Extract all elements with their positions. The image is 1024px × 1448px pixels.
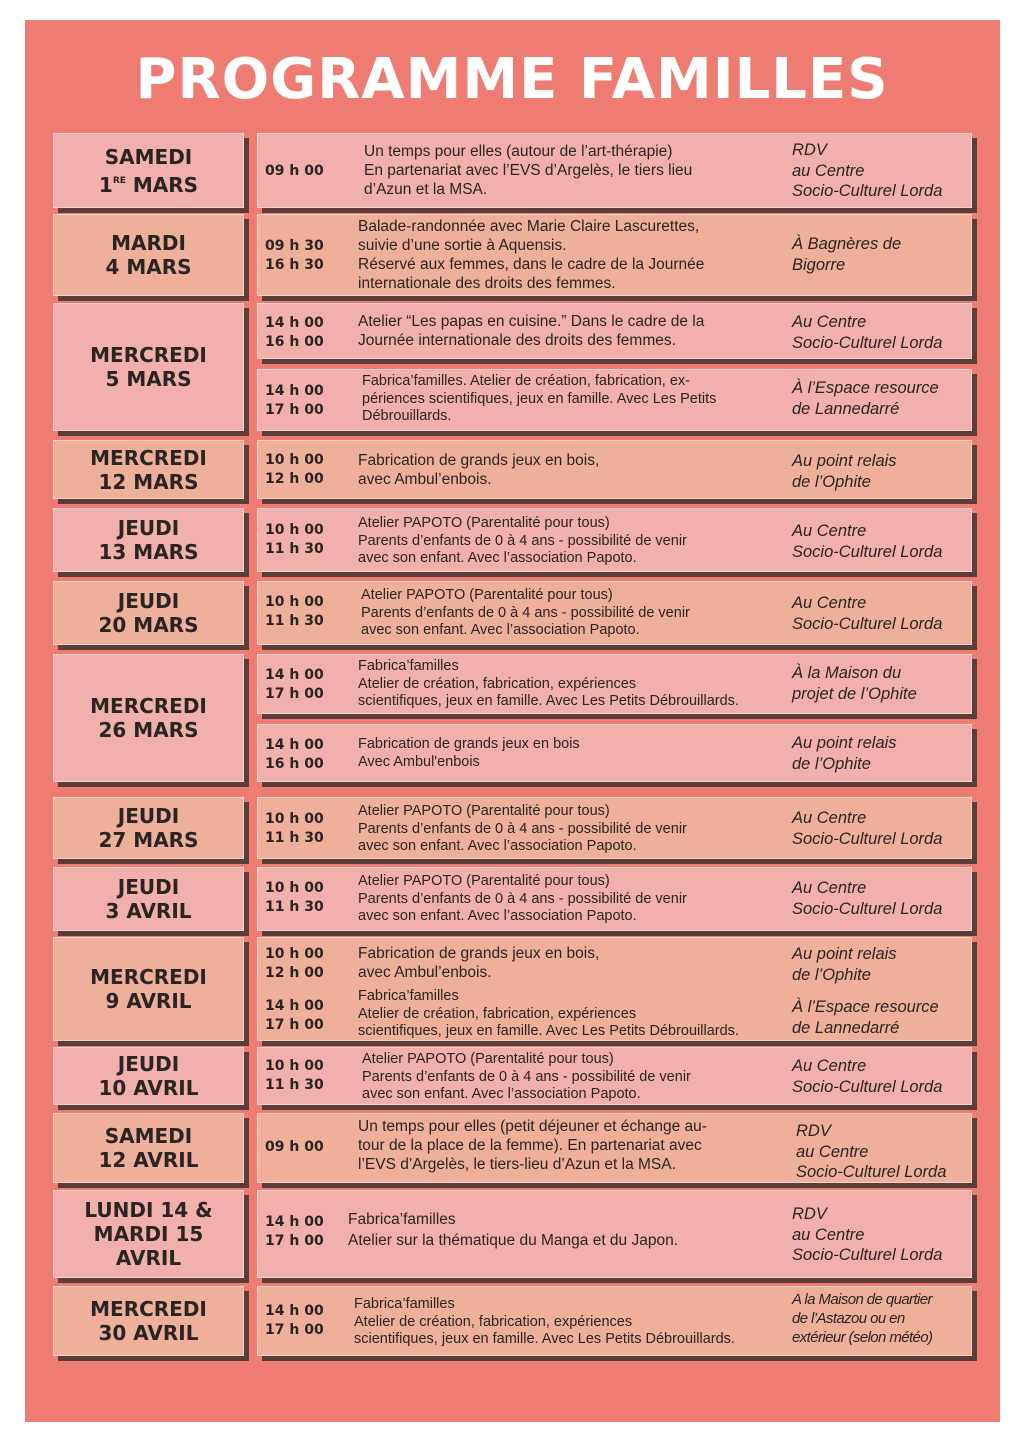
event-row [257,508,972,572]
event-location [792,1204,970,1266]
event-loc-line: Au point relais [792,945,897,963]
event-row [257,369,972,431]
event-start-time: 14 h 00 [265,383,324,399]
event-loc-line: Socio-Culturel Lorda [792,182,943,200]
day-label [53,1190,244,1278]
day-date: 5 MARS [105,367,192,391]
event-start-time: 09 h 00 [265,163,324,179]
event-loc-line: A la Maison de quartier [792,1291,932,1308]
event-end-time: 16 h 30 [265,257,324,273]
event-row [257,654,972,714]
event-loc-line: Au Centre [792,313,867,331]
event-start-time: 10 h 00 [265,1058,324,1074]
day-label [53,440,244,499]
event-loc-line: de l’Ophite [792,754,871,773]
event-desc-line: tour de la place de la femme). En partenariat avec [358,1137,702,1154]
event-location [792,733,970,774]
event-desc-line: Fabrica’familles. Atelier de création, fabrication, ex- [362,373,691,389]
event-end-time: 16 h 00 [265,334,324,350]
event-desc-line: Fabrica’familles [354,1296,455,1312]
day-label [53,1047,244,1105]
event-start-time: 14 h 00 [265,998,324,1014]
event-loc-line: Socio-Culturel Lorda [792,614,943,633]
day-label [53,214,244,296]
event-end-time: 16 h 00 [265,756,324,772]
day-name: MERCREDI [90,1297,207,1321]
event-desc-line: Un temps pour elles (autour de l’art-thérapie) [364,143,673,160]
event-desc-line: avec Ambul’enbois. [358,471,492,488]
day-name: MERCREDI [90,445,207,470]
day-label [53,1286,244,1356]
day-date: 12 MARS [98,469,199,494]
day-name: JEUDI [117,875,180,899]
event-times [265,237,345,275]
event-desc-line: Fabrica’familles [348,1211,456,1228]
event-times [265,666,345,704]
day-date: 3 AVRIL [105,899,192,923]
day-name: JEUDI [117,804,180,828]
event-desc-line: Avec Ambul'enbois [358,753,480,770]
event-desc-line: scientifiques, jeux en famille. Avec Les Petits Débrouillards. [358,1023,739,1039]
event-row [257,1286,972,1356]
event-times [265,997,345,1035]
event-times [265,736,345,774]
event-loc-line: RDV [792,1205,827,1223]
event-description [358,736,788,771]
event-loc-line: À l’Espace resource [792,998,939,1016]
event-desc-line: En partenariat avec l’EVS d’Argelès, le tiers lieu [364,162,693,179]
event-desc-line: scientifiques, jeux en famille. Avec Les Petits Débrouillards. [354,1331,735,1347]
event-loc-line: de Lannedarré [792,1018,900,1037]
day-label [53,508,244,572]
day-date: 26 MARS [98,718,199,742]
event-desc-line: Réservé aux femmes, dans le cadre de la Journée [358,256,705,273]
event-end-time: 17 h 00 [265,686,324,702]
event-description [358,451,788,489]
day-label [53,797,244,859]
event-description [358,944,788,982]
event-location [792,521,970,562]
event-end-time: 17 h 00 [265,1017,324,1033]
event-desc-line: d’Azun et la MSA. [364,181,488,198]
event-loc-line: Au Centre [792,879,867,897]
event-desc-line: Atelier PAPOTO (Parentalité pour tous) [358,803,610,819]
event-times [265,382,345,420]
event-description [362,1051,792,1104]
event-row [257,1047,972,1105]
event-start-time: 10 h 00 [265,522,324,538]
event-loc-line: au Centre [792,1225,865,1244]
event-location [792,663,970,704]
event-description [358,1117,788,1174]
event-start-time: 14 h 00 [265,1303,324,1319]
day-date: 9 AVRIL [105,989,192,1013]
event-end-time: 11 h 30 [265,899,324,915]
page-title: PROGRAMME FAMILLES [135,47,889,112]
event-desc-line: Atelier PAPOTO (Parentalité pour tous) [361,587,613,603]
event-row [257,303,972,359]
event-desc-line: Journée internationale des droits des femmes. [358,332,676,349]
event-start-time: 10 h 00 [265,594,324,610]
event-end-time: 11 h 30 [265,541,324,557]
event-loc-line: de Lannedarré [792,399,900,418]
day-date: 12 AVRIL [98,1148,199,1172]
event-end-time: 12 h 00 [265,471,324,487]
day-label [53,654,244,782]
event-loc-line: de l’Astazou ou en [792,1310,905,1327]
day-date: 13 MARS [98,540,199,564]
event-loc-line: Socio-Culturel Lorda [792,829,943,848]
day-label [53,303,244,431]
event-desc-line: avec son enfant. Avec l’association Papoto. [361,622,640,638]
event-times [265,162,345,181]
event-desc-line: Atelier PAPOTO (Parentalité pour tous) [358,515,610,531]
event-loc-line: Socio-Culturel Lorda [792,542,943,561]
event-description [358,873,788,926]
event-desc-line: avec son enfant. Avec l’association Papoto. [358,908,637,924]
event-times [265,314,345,352]
event-loc-line: Socio-Culturel Lorda [792,899,943,918]
event-end-time: 11 h 30 [265,613,324,629]
day-date: 27 MARS [98,828,199,852]
event-location [792,808,970,849]
event-loc-line: Socio-Culturel Lorda [792,1077,943,1096]
event-description [358,515,788,568]
event-loc-line: Au Centre [792,1057,867,1075]
day-date [99,169,198,197]
event-description [348,1210,778,1250]
event-loc-line: RDV [796,1122,831,1140]
event-loc-line: À Bagnères de [792,235,902,253]
day-name: MERCREDI [90,694,207,718]
event-loc-line: Bigorre [792,255,846,274]
event-loc-line: au Centre [792,161,865,180]
day-name: JEUDI [117,1052,180,1076]
event-desc-line: Parents d’enfants de 0 à 4 ans - possibilité de venir [358,532,687,549]
event-desc-line: Fabrica’familles [358,658,459,674]
event-end-time: 17 h 00 [265,402,324,418]
event-row [257,797,972,859]
day-name: MERCREDI [90,343,207,367]
event-desc-line: Atelier de création, fabrication, expériences [358,675,637,692]
day-name: MERCREDI [90,965,207,989]
event-location [792,140,970,202]
event-desc-line: Parents d’enfants de 0 à 4 ans - possibilité de venir [362,1068,691,1085]
event-location [792,451,970,492]
event-desc-line: Atelier de création, fabrication, expériences [358,1005,637,1022]
event-row [257,133,972,208]
event-row [257,214,972,296]
day-date: 4 MARS [105,255,192,279]
event-loc-line: Socio-Culturel Lorda [792,1246,943,1264]
event-row [257,1190,972,1278]
event-location [792,312,970,353]
event-desc-line: Parents d’enfants de 0 à 4 ans - possibilité de venir [361,604,690,621]
event-desc-line: Atelier de création, fabrication, expériences [354,1313,633,1330]
day-label [53,867,244,931]
event-location [792,378,970,419]
event-times [265,521,345,559]
day-name: LUNDI 14 & [84,1198,213,1222]
event-desc-line: avec Ambul’enbois. [358,964,492,981]
event-location [792,234,970,275]
event-row [257,1113,972,1183]
event-desc-line: Fabrication de grands jeux en bois, [358,945,600,962]
event-times [265,879,345,917]
event-loc-line: À l’Espace resource [792,379,939,397]
event-description [358,803,788,856]
day-date: 20 MARS [98,613,199,637]
event-desc-line: avec son enfant. Avec l’association Papoto. [358,550,637,566]
event-end-time: 11 h 30 [265,830,324,846]
event-desc-line: Fabrication de grands jeux en bois [358,736,580,752]
event-times [265,1138,345,1157]
event-loc-line: extérieur (selon météo) [792,1329,933,1346]
day-date: 30 AVRIL [98,1321,199,1345]
event-desc-line: suivie d’une sortie à Aquensis. [358,237,567,254]
event-desc-line: périences scientifiques, jeux en famille. Avec Les Petits [362,390,717,407]
event-loc-line: au Centre [796,1142,869,1161]
event-start-time: 14 h 00 [265,667,324,683]
day-label [53,133,244,208]
event-loc-line: Au point relais [792,734,897,752]
event-times [265,810,345,848]
event-start-time: 10 h 00 [265,452,324,468]
event-end-time: 11 h 30 [265,1077,324,1093]
event-times [265,451,345,489]
day-label [53,581,244,645]
event-loc-line: À la Maison du [792,664,902,682]
event-start-time: 09 h 00 [265,1139,324,1155]
event-description [358,312,788,350]
event-end-time: 17 h 00 [265,1233,324,1249]
event-desc-line: Fabrica’familles [358,988,459,1004]
event-desc-line: Atelier PAPOTO (Parentalité pour tous) [358,873,610,889]
event-desc-line: Un temps pour elles (petit déjeuner et échange au- [358,1118,707,1135]
event-desc-line: l’EVS d’Argelès, le tiers-lieu d’Azun et la MSA. [358,1156,676,1173]
event-row [257,581,972,645]
event-times [265,593,345,631]
event-loc-line: Au point relais [792,452,897,470]
event-row [257,724,972,782]
event-location [792,1056,970,1097]
event-description [358,217,788,293]
event-loc-line: de l’Ophite [792,965,871,984]
day-month: AVRIL [115,1246,182,1270]
day-name: JEUDI [117,516,180,540]
event-location [796,1121,974,1183]
event-desc-line: Fabrication de grands jeux en bois, [358,452,600,469]
event-end-time: 17 h 00 [265,1322,324,1338]
event-start-time: 09 h 30 [265,238,324,254]
event-times [265,1213,345,1251]
event-loc-line: Au Centre [792,522,867,540]
event-end-time: 12 h 00 [265,965,324,981]
event-start-time: 10 h 00 [265,946,324,962]
event-desc-line: avec son enfant. Avec l’association Papoto. [358,838,637,854]
event-loc-line: Au Centre [792,809,867,827]
event-start-time: 14 h 00 [265,315,324,331]
event-loc-line: Socio-Culturel Lorda [796,1163,947,1181]
event-location [792,593,970,634]
event-desc-line: Parents d’enfants de 0 à 4 ans - possibilité de venir [358,820,687,837]
event-desc-line: Balade-randonnée avec Marie Claire Lascurettes, [358,218,700,235]
event-desc-line: Atelier sur la thématique du Manga et du Japon. [348,1232,679,1249]
event-location [792,1290,970,1347]
event-desc-line: avec son enfant. Avec l’association Papoto. [362,1086,641,1102]
event-location [792,997,970,1038]
day-label [53,937,244,1041]
event-description [358,988,788,1041]
event-times [265,945,345,983]
event-desc-line: internationale des droits des femmes. [358,275,616,292]
day-date: 10 AVRIL [98,1076,199,1100]
day-ordinal: RE [112,175,126,186]
event-row [257,867,972,931]
day-name: SAMEDI [104,1124,193,1148]
day-month: MARS [132,172,199,197]
event-start-time: 14 h 00 [265,1214,324,1230]
event-desc-line: Atelier PAPOTO (Parentalité pour tous) [362,1051,614,1067]
event-times [265,1057,345,1095]
day-name: MARDI [111,231,186,255]
event-description [358,658,788,711]
event-start-time: 14 h 00 [265,737,324,753]
event-desc-line: Débrouillards. [362,408,452,424]
event-desc-line: scientifiques, jeux en famille. Avec Les Petits Débrouillards. [358,693,739,709]
event-description [361,587,791,640]
event-desc-line: Atelier “Les papas en cuisine.” Dans le cadre de la [358,313,705,330]
event-desc-line: Parents d’enfants de 0 à 4 ans - possibilité de venir [358,890,687,907]
day-label [53,1113,244,1183]
event-location [792,878,970,919]
event-row [257,440,972,499]
event-loc-line: Socio-Culturel Lorda [792,333,943,352]
event-loc-line: Au Centre [792,594,867,612]
event-start-time: 10 h 00 [265,880,324,896]
event-loc-line: projet de l’Ophite [792,684,917,703]
event-loc-line: RDV [792,141,827,159]
day-date: MARDI 15 [93,1222,204,1246]
event-description [364,142,794,199]
event-row [257,937,972,1041]
event-location [792,944,970,985]
event-start-time: 10 h 00 [265,811,324,827]
day-name: SAMEDI [104,144,193,169]
day-number: 1 [98,172,113,197]
event-times [265,1302,345,1340]
event-loc-line: de l’Ophite [792,472,871,491]
event-description [354,1296,784,1349]
event-description [362,373,792,426]
day-name: JEUDI [117,589,180,613]
